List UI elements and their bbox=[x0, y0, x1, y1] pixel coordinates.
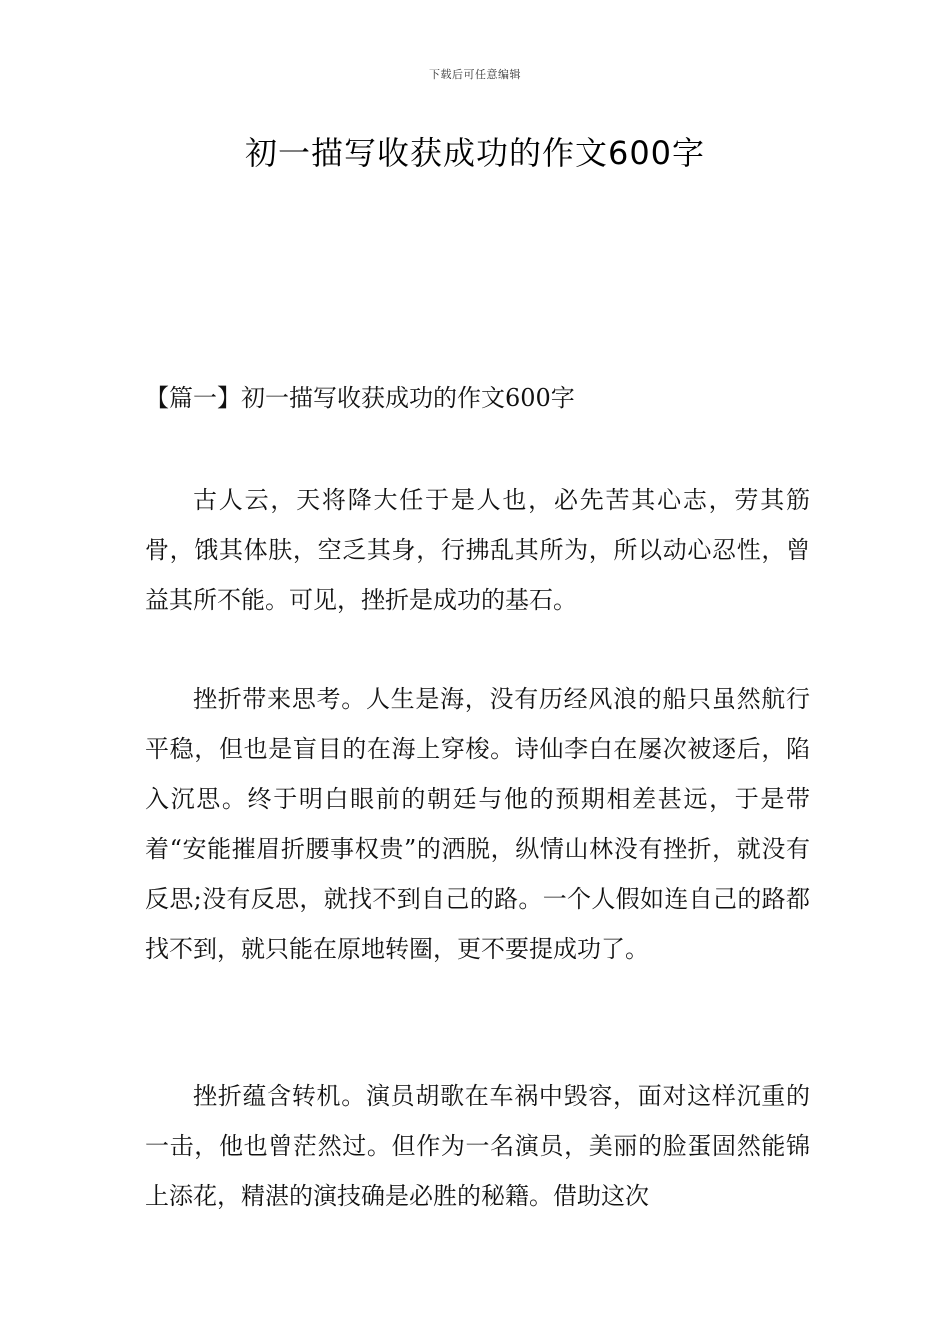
paragraph-2: 挫折带来思考。人生是海，没有历经风浪的船只虽然航行平稳，但也是盲目的在海上穿梭。诗仙李白在屡次被逐后，陷入沉思。终于明白眼前的朝廷与他的预期相差甚远，于是带着“安能摧眉折腰事权贵”的洒脱，纵情山林没有挫折，就没有反思;没有反思，就找不到自己的路。一个人假如连自己的路都找不到，就只能在原地转圈，更不要提成功了。 bbox=[145, 685, 810, 963]
paragraph-1: 古人云，天将降大任于是人也，必先苦其心志，劳其筋骨，饿其体肤，空乏其身，行拂乱其所为，所以动心忍性，曾益其所不能。可见，挫折是成功的基石。 bbox=[145, 486, 810, 614]
document-title: 初一描写收获成功的作文600字 bbox=[244, 134, 706, 172]
header-note: 下载后可任意编辑 bbox=[429, 68, 521, 81]
paragraph-3: 挫折蕴含转机。演员胡歌在车祸中毁容，面对这样沉重的一击，他也曾茫然过。但作为一名演员，美丽的脸蛋固然能锦上添花，精湛的演技确是必胜的秘籍。借助这次 bbox=[145, 1082, 810, 1210]
section-heading: 【篇一】初一描写收获成功的作文600字 bbox=[145, 384, 575, 412]
